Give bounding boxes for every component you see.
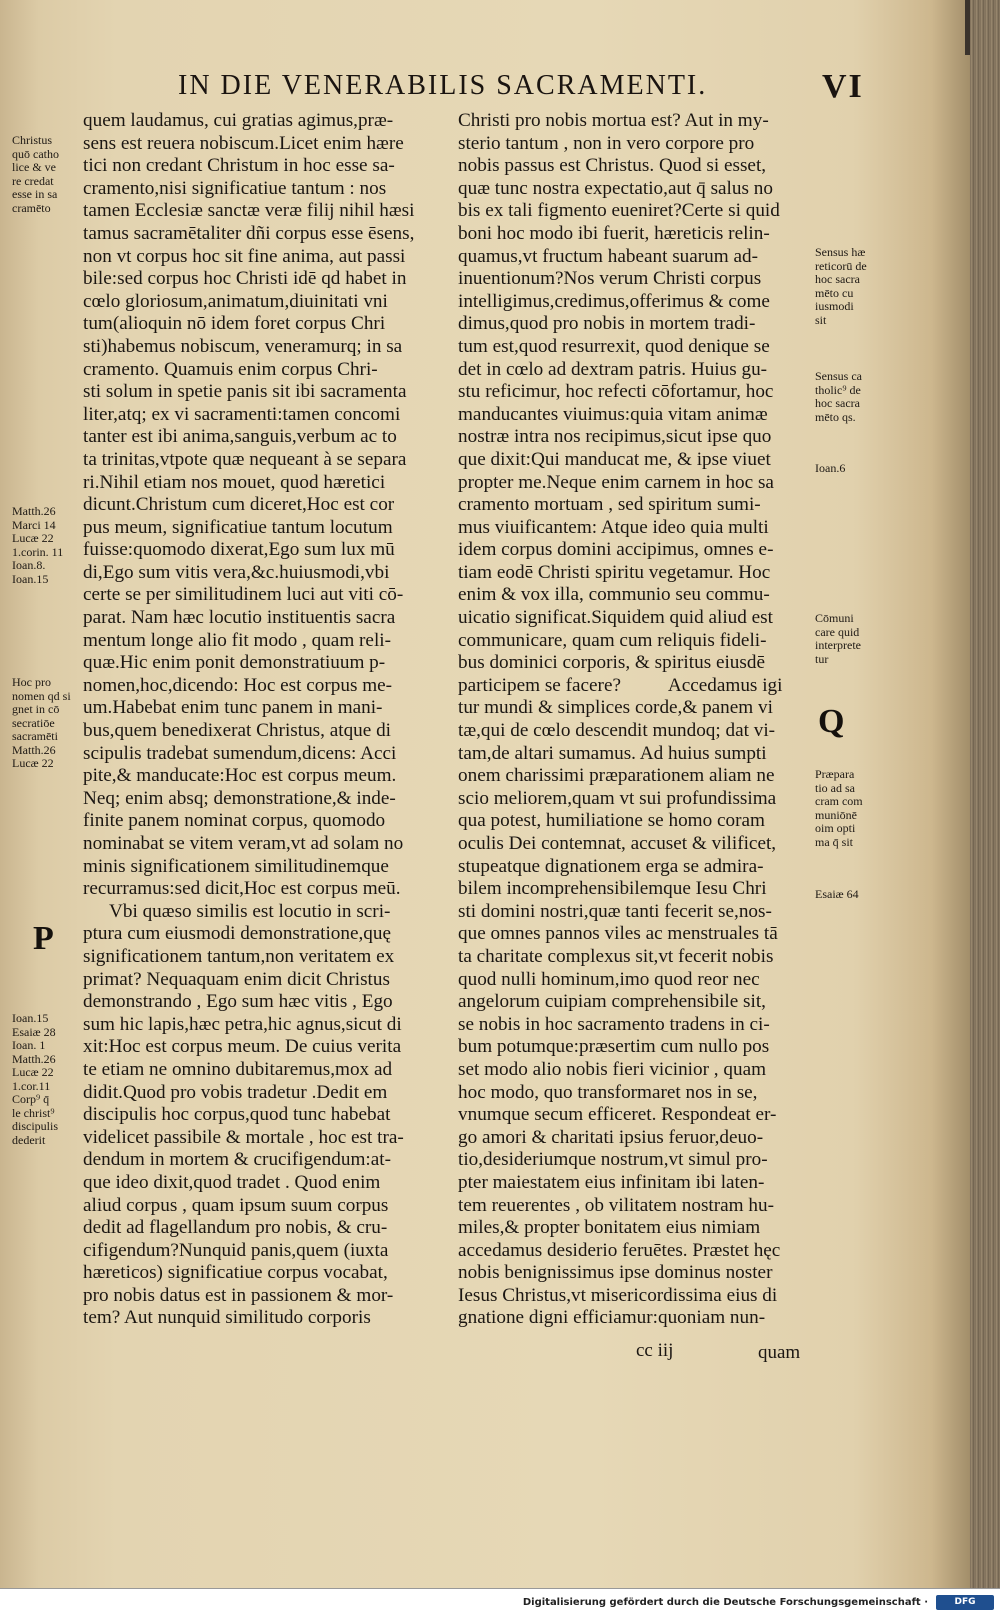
margin-note-right-2: Sensus ca tholic⁹ de hoc sacra mēto qs. xyxy=(815,369,862,424)
right-text-column xyxy=(458,110,808,1330)
text-line: liter,atq; ex vi sacramenti:tamen concomi xyxy=(83,403,401,425)
text-line: ri.Nihil etiam nos mouet, quod hæretici xyxy=(83,471,386,493)
text-line: cramento,nisi significatiue tantum : nos xyxy=(83,177,387,199)
text-line: manducantes viuimus:quia vitam animæ xyxy=(458,403,768,425)
text-line: sterio tantum , non in vero corpore pro xyxy=(458,132,755,154)
margin-note-right-5: Præpara tio ad sa cram com muniōnē oim opti ma q̄ sit xyxy=(815,767,863,849)
text-line: te etiam ne omnino dubitaremus,mox ad xyxy=(83,1058,393,1080)
text-line: finite panem nominat corpus, quomodo xyxy=(83,810,386,832)
text-line: intelligimus,credimus,offerimus & come xyxy=(458,290,770,312)
text-line: ta charitate complexus sit,vt fecerit nobis xyxy=(458,945,774,967)
text-line: tamen Ecclesiæ sanctæ veræ filij nihil hæsi xyxy=(83,200,415,222)
text-line: nobis benignissimus ipse dominus noster xyxy=(458,1262,773,1284)
text-line: bis ex tali figmento eueniret?Certe si quid xyxy=(458,200,780,222)
text-line: cramento mortuam , sed spiritum sumi- xyxy=(458,494,761,516)
text-line: dedit ad flagellandum pro nobis, & cru- xyxy=(83,1217,388,1239)
text-line: demonstrando , Ego sum hæc vitis , Ego xyxy=(83,991,393,1013)
text-line: cramento. Quamuis enim corpus Chri- xyxy=(83,358,378,380)
text-line: stupeatque dignationem erga se admira- xyxy=(458,855,764,877)
text-line: parat. Nam hæc locutio instituentis sacra xyxy=(83,607,396,629)
text-line: propter me.Neque enim carnem in hoc sa xyxy=(458,471,774,493)
text-line: hoc modo, quo transformaret nos in se, xyxy=(458,1081,758,1103)
text-line: que omnes pannos viles ac menstruales tā xyxy=(458,923,778,945)
text-line: qua potest, humiliatione se homo coram xyxy=(458,810,765,832)
text-line: pus meum, significatiue tantum locutum xyxy=(83,516,393,538)
text-line: det in cœlo ad dextram patris. Huius gu- xyxy=(458,358,768,380)
margin-note-right-4: Cōmuni care quid interprete tur xyxy=(815,611,861,666)
text-line: significationem tantum,non veritatem ex xyxy=(83,945,395,967)
text-line: tem? Aut nunquid similitudo corporis xyxy=(83,1307,371,1329)
signature-mark: cc iij xyxy=(636,1340,674,1361)
text-line: non vt corpus hoc sit fine anima, aut passi xyxy=(83,245,406,267)
text-line: recurramus:sed dicit,Hoc est corpus meū. xyxy=(83,878,401,900)
text-line: mentum longe alio fit modo , quam reli- xyxy=(83,629,392,651)
text-line: accedamus desiderio feruētes. Præstet hęc xyxy=(458,1239,781,1261)
text-line: tum est,quod resurrexit, quod denique se xyxy=(458,335,770,357)
text-line: tam,de altari sumamus. Ad huius sumpti xyxy=(458,742,767,764)
left-text-column xyxy=(83,110,438,1330)
text-line: idem corpus domini accipimus, omnes e- xyxy=(458,539,774,561)
text-line: uicatio significat.Siquidem quid aliud est xyxy=(458,607,773,629)
text-line: tæ,qui de cœlo descendit mundoq; dat vi- xyxy=(458,720,776,742)
margin-note-left-3: Hoc pro nomen qd si gnet in cō secratiōe sacramēti Matth.26 Lucæ 22 xyxy=(12,675,71,770)
text-line: dendum in mortem & crucifigendum:at- xyxy=(83,1149,391,1171)
text-line: stu reficimur, hoc refecti cōfortamur, hoc xyxy=(458,381,774,403)
text-line: participem se facere? Accedamus igi xyxy=(458,674,783,696)
book-fore-edge xyxy=(970,0,1000,1588)
text-line: Christi pro nobis mortua est? Aut in my- xyxy=(458,110,769,131)
text-line: dicunt.Christum cum diceret,Hoc est cor xyxy=(83,494,395,516)
text-line: miles,& propter bonitatem eius nimiam xyxy=(458,1217,761,1239)
text-line: que ideo dixit,quod tradet . Quod enim xyxy=(83,1171,381,1193)
text-line: tem reuerentes , ob vilitatem nostram hu- xyxy=(458,1194,774,1216)
text-line: tici non credant Christum in hoc esse sa- xyxy=(83,155,395,177)
text-line: dimus,quod pro nobis in mortem tradi- xyxy=(458,313,756,335)
text-line: boni hoc modo ibi fuerit, hæreticis relin- xyxy=(458,222,770,244)
margin-note-right-3: Ioan.6 xyxy=(815,461,846,475)
text-line: onem charissimi præparationem aliam ne xyxy=(458,765,775,787)
text-line: nomen,hoc,dicendo: Hoc est corpus me- xyxy=(83,674,393,696)
text-line: certe se per similitudinem luci aut viti cō- xyxy=(83,584,404,606)
text-line: sti domini nostri,quæ tanti fecerit se,nos- xyxy=(458,900,772,922)
text-line: quem laudamus, cui gratias agimus,præ- xyxy=(83,110,394,131)
text-line: bus,quem benedixerat Christus, atque di xyxy=(83,720,392,742)
text-line: sens est reuera nobiscum.Licet enim hære xyxy=(83,132,404,154)
text-line: nobis passus est Christus. Quod si esset, xyxy=(458,155,767,177)
text-line: hæreticos) significatiue corpus vocabat, xyxy=(83,1262,388,1284)
text-line: mus viuificantem: Atque ideo quia multi xyxy=(458,516,769,538)
text-line: go amori & charitati ipsius feruor,deuo- xyxy=(458,1126,764,1148)
text-line: tiam eodē Christi spiritu vegetamur. Hoc xyxy=(458,561,771,583)
text-line: discipulis hoc corpus,quod tunc habebat xyxy=(83,1104,391,1126)
text-line: ptura cum eiusmodi demonstratione,quę xyxy=(83,923,391,945)
text-line: tanter est ibi anima,sanguis,verbum ac to xyxy=(83,426,397,448)
text-line: di,Ego sum vitis vera,&c.huiusmodi,vbi xyxy=(83,561,390,583)
text-line: xit:Hoc est corpus meum. De cuius verita xyxy=(83,1036,402,1058)
text-line: quamus,vt fructum habeant suarum ad- xyxy=(458,245,758,267)
text-line: primat? Nequaquam enim dicit Christus xyxy=(83,968,390,990)
text-line: enim & vox illa, communio seu commu- xyxy=(458,584,770,606)
text-line: bus dominici corporis, & spiritus eiusdē xyxy=(458,652,765,674)
text-line: nostræ intra nos recipimus,sicut ipse quo xyxy=(458,426,772,448)
text-line: scio meliorem,quam vt sui profundissima xyxy=(458,787,777,809)
drop-cap-p: P xyxy=(33,920,54,957)
text-line: angelorum cuipiam comprehensibile sit, xyxy=(458,991,766,1013)
text-line: quæ tunc nostra expectatio,aut q̄ salus no xyxy=(458,177,773,199)
text-line: set modo alio nobis fieri vicinior , quam xyxy=(458,1058,767,1080)
folio-number: VI xyxy=(822,68,864,105)
drop-cap-q: Q xyxy=(818,703,845,740)
text-line: tio,desideriumque nostrum,vt simul pro- xyxy=(458,1149,768,1171)
margin-note-right-1: Sensus hæ reticorū de hoc sacra mēto cu iusmodi sit xyxy=(815,245,867,327)
text-line: ta trinitas,vtpote quæ nequeant à se separa xyxy=(83,448,407,470)
text-line: bile:sed corpus hoc Christi idē qd habet in xyxy=(83,268,407,290)
text-line: tum(alioquin nō idem foret corpus Chri xyxy=(83,313,386,335)
text-line: pite,& manducate:Hoc est corpus meum. xyxy=(83,765,397,787)
text-line: vnumque secum efficeret. Respondeat er- xyxy=(458,1104,777,1126)
dfg-logo: DFG xyxy=(936,1595,994,1610)
text-line: communicare, quam cum reliquis fideli- xyxy=(458,629,767,651)
margin-note-right-6: Esaiæ 64 xyxy=(815,887,859,901)
text-line: pter maiestatem eius infinitam ibi laten- xyxy=(458,1171,765,1193)
text-line: bum potumque:præsertim cum nullo pos xyxy=(458,1036,770,1058)
text-line: cœlo gloriosum,animatum,diuinitati vni xyxy=(83,290,388,312)
margin-note-left-1: Christus quō catho lice & ve re credat esse in sa cramēto xyxy=(12,133,59,215)
text-line: inuentionum?Nos verum Christi corpus xyxy=(458,268,762,290)
text-line: bilem incomprehensibilemque Iesu Chri xyxy=(458,878,767,900)
catchword: quam xyxy=(758,1342,801,1363)
text-line: que dixit:Qui manducat me, & ipse viuet xyxy=(458,448,771,470)
digitization-footer xyxy=(0,1588,1000,1618)
text-line: Vbi quæso similis est locutio in scri- xyxy=(109,900,391,922)
text-line: aliud corpus , quam ipsum suum corpus xyxy=(83,1194,389,1216)
text-line: minis significationem similitudinemque xyxy=(83,855,389,877)
text-line: oculis Dei contemnat, accuset & vilificet, xyxy=(458,833,777,854)
text-line: scipulis tradebat sumendum,dicens: Acci xyxy=(83,742,397,764)
digitization-credit: Digitalisierung gefördert durch die Deutsche Forschungsgemeinschaft · xyxy=(522,1597,928,1608)
margin-note-left-2: Matth.26 Marci 14 Lucæ 22 1.corin. 11 Ioan.8. Ioan.15 xyxy=(12,504,64,586)
text-line: um.Habebat enim tunc panem in mani- xyxy=(83,697,383,719)
text-line: Iesus Christus,vt misericordissima eius di xyxy=(458,1284,778,1306)
text-line: sti solum in spetie panis sit ibi sacramenta xyxy=(83,381,407,403)
text-line: gnatione digni efficiamur:quoniam nun- xyxy=(458,1307,766,1329)
text-line: tamus sacramētaliter dñi corpus esse ēsens, xyxy=(83,222,415,244)
text-line: se nobis in hoc sacramento tradens in ci- xyxy=(458,1013,770,1035)
text-line: sum hic lapis,hæc petra,hic agnus,sicut di xyxy=(83,1013,402,1035)
running-title: IN DIE VENERABILIS SACRAMENTI. xyxy=(178,70,708,101)
text-line: Neq; enim absq; demonstratione,& inde- xyxy=(83,787,396,809)
text-line: quæ.Hic enim ponit demonstratiuum p- xyxy=(83,652,386,674)
text-line: didit.Quod pro vobis tradetur .Dedit em xyxy=(83,1081,388,1103)
text-line: fuisse:quomodo dixerat,Ego sum lux mū xyxy=(83,539,395,561)
margin-note-left-4: Ioan.15 Esaiæ 28 Ioan. 1 Matth.26 Lucæ 22 1.cor.11 Corp⁹ q̄ le christ⁹ discipulis dederit xyxy=(12,1011,59,1147)
text-line: tur mundi & simplices corde,& panem vi xyxy=(458,697,773,719)
text-line: sti)habemus nobiscum, veneramurq; in sa xyxy=(83,335,403,357)
text-line: nominabat se vitem veram,vt ad solam no xyxy=(83,833,404,854)
text-line: cifigendum?Nunquid panis,quem (iuxta xyxy=(83,1239,389,1261)
text-line: videlicet passibile & mortale , hoc est tra- xyxy=(83,1126,404,1148)
text-line: pro nobis datus est in passionem & mor- xyxy=(83,1284,394,1306)
text-line: quod nulli hominum,imo quod reor nec xyxy=(458,968,760,990)
